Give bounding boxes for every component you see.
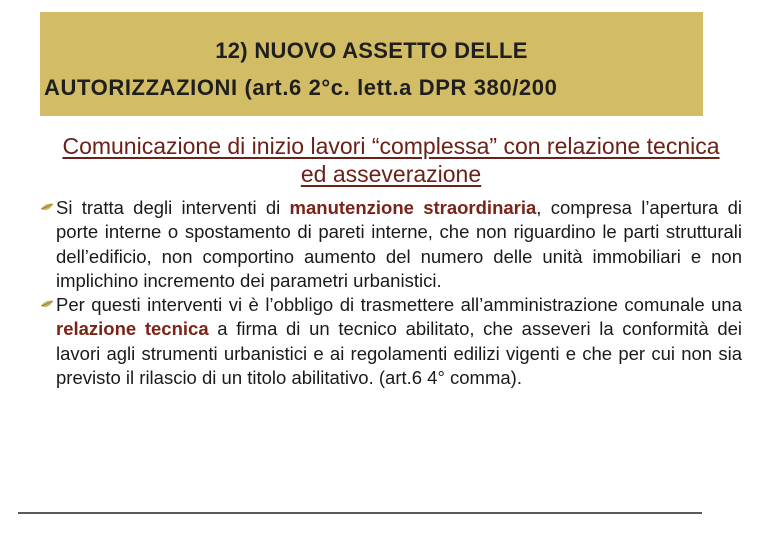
bullet-item [38,293,742,390]
title-line-1: 12) NUOVO ASSETTO DELLE [215,38,528,63]
bullet-item [38,196,742,293]
bottom-divider [18,512,702,514]
title-band [40,12,703,116]
bullet-text-end: , compresa l’apertura di porte interne o spostamento di pareti interne, che non riguardino le parti strutturali dell’edificio, non comportino aumento del numero delle unità immobiliari e non implichino incremento dei parametri urbanistici. [56,197,743,291]
leaf-bullet-icon [40,203,54,213]
bullet-highlight: manutenzione straordinaria [289,197,537,218]
bullet-highlight: relazione tecnica [56,318,209,340]
bullet-text-end: a firma di un tecnico abilitato, che asseveri la conformità dei lavori agli strumenti urbanistici e ai regolamenti edilizi vigenti e che per cui non sia previsto il rilascio di un titolo abilitativo. (art.6 4° comma). [56,318,743,389]
subheading: Comunicazione di inizio lavori “complessa” con relazione tecnica ed asseverazione [62,133,720,187]
leaf-bullet-icon [40,300,54,310]
title-line-2: AUTORIZZAZIONI (art.6 2°c. lett.a DPR 380/200 [44,75,558,100]
bullet-text-start: Per questi interventi vi è l’obbligo di trasmettere all’amministrazione comunale una [56,294,742,316]
bullet-list [38,196,742,390]
bullet-text-start: Si tratta degli interventi di [56,197,290,218]
